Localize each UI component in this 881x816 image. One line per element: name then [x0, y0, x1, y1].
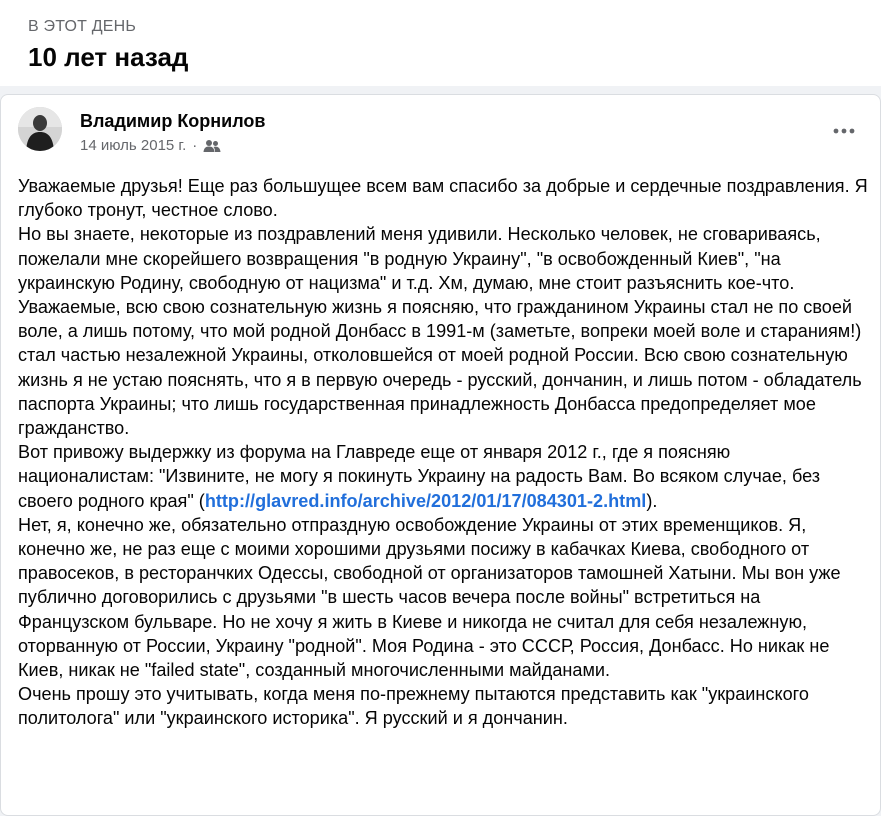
post-paragraph: Очень прошу это учитывать, когда меня по-прежнему пытаются представить как "украинского политолога" или "украинского историка". Я русский и я дончанин. — [18, 684, 809, 729]
post-card — [0, 94, 881, 816]
quote-text: Вот привожу выдержку из форума на Главреде еще от января 2012 г., где я поясняю националистам: "Извините, не могу я покинуть Украину на радость Вам. Во всяком случае, без своего родного края" ( — [18, 442, 821, 511]
author-name[interactable]: Владимир Корнилов — [80, 111, 266, 131]
profile-photo — [18, 107, 62, 151]
friends-icon[interactable] — [203, 139, 221, 153]
memory-years-ago-title: 10 лет назад — [28, 42, 189, 72]
memories-header — [0, 0, 881, 86]
post-meta — [80, 137, 221, 154]
more-options-icon — [833, 128, 855, 134]
post-body — [18, 174, 868, 731]
post-paragraph: Нет, я, конечно же, обязательно отпраздную освобождение Украины от этих временщиков. Я, конечно же, не раз еще с моими хорошими друзьями посижу в кабачках Киева, свободного от правосеков, в ресторанчких Одессы, свободной от организаторов тамошней Хатыни. Мы вон уже публично договорились с друзьями "в шесть часов вечера после войны" встретиться на Французском бульваре. Но не хочу я жить в Киеве и никогда не считал для себя незалежную, оторванную от России, Украину "родной". Моя Родина - это СССР, Россия, Донбасс. Но никак не Киев, никак не "failed state", созданный многочисленными майданами. — [18, 514, 841, 681]
meta-separator: · — [192, 137, 198, 154]
more-options-button[interactable] — [830, 123, 858, 139]
post-paragraph: Уважаемые, всю свою сознательную жизнь я поясняю, что гражданином Украины стал не по своей воле, а лишь потому, что мой родной Донбасс в 1991-м (заметьте, вопреки моей воле и стараниям!) стал частью незалежной Украины, отколовшейся от моей родной России. Всю свою сознательную жизнь я не устаю пояснять, что я в первую очередь - русский, дончанин, и лишь потом - обладатель паспорта Украины; что лишь государственная принадлежность Донбасса предопределяет мое гражданство. — [18, 297, 862, 439]
post-paragraph-with-link — [18, 440, 868, 513]
memory-section-label: В ЭТОТ ДЕНЬ — [28, 18, 137, 35]
post-paragraph: Уважаемые друзья! Еще раз большущее всем вам спасибо за добрые и сердечные поздравления. Я глубоко тронут, честное слово. — [18, 176, 868, 221]
quote-closing: ). — [646, 490, 658, 511]
glavred-archive-link[interactable]: http://glavred.info/archive/2012/01/17/084301-2.html — [204, 490, 647, 511]
post-date[interactable]: 14 июль 2015 г. — [80, 137, 187, 154]
avatar[interactable] — [18, 107, 62, 151]
post-paragraph: Но вы знаете, некоторые из поздравлений меня удивили. Несколько человек, не сговариваясь, пожелали мне скорейшего возвращения "в родную Украину", "в освобожденный Киев", "на украинскую Родину, свободную от нацизма" и т.д. Хм, думаю, мне стоит разъяснить кое-что. — [18, 224, 821, 293]
